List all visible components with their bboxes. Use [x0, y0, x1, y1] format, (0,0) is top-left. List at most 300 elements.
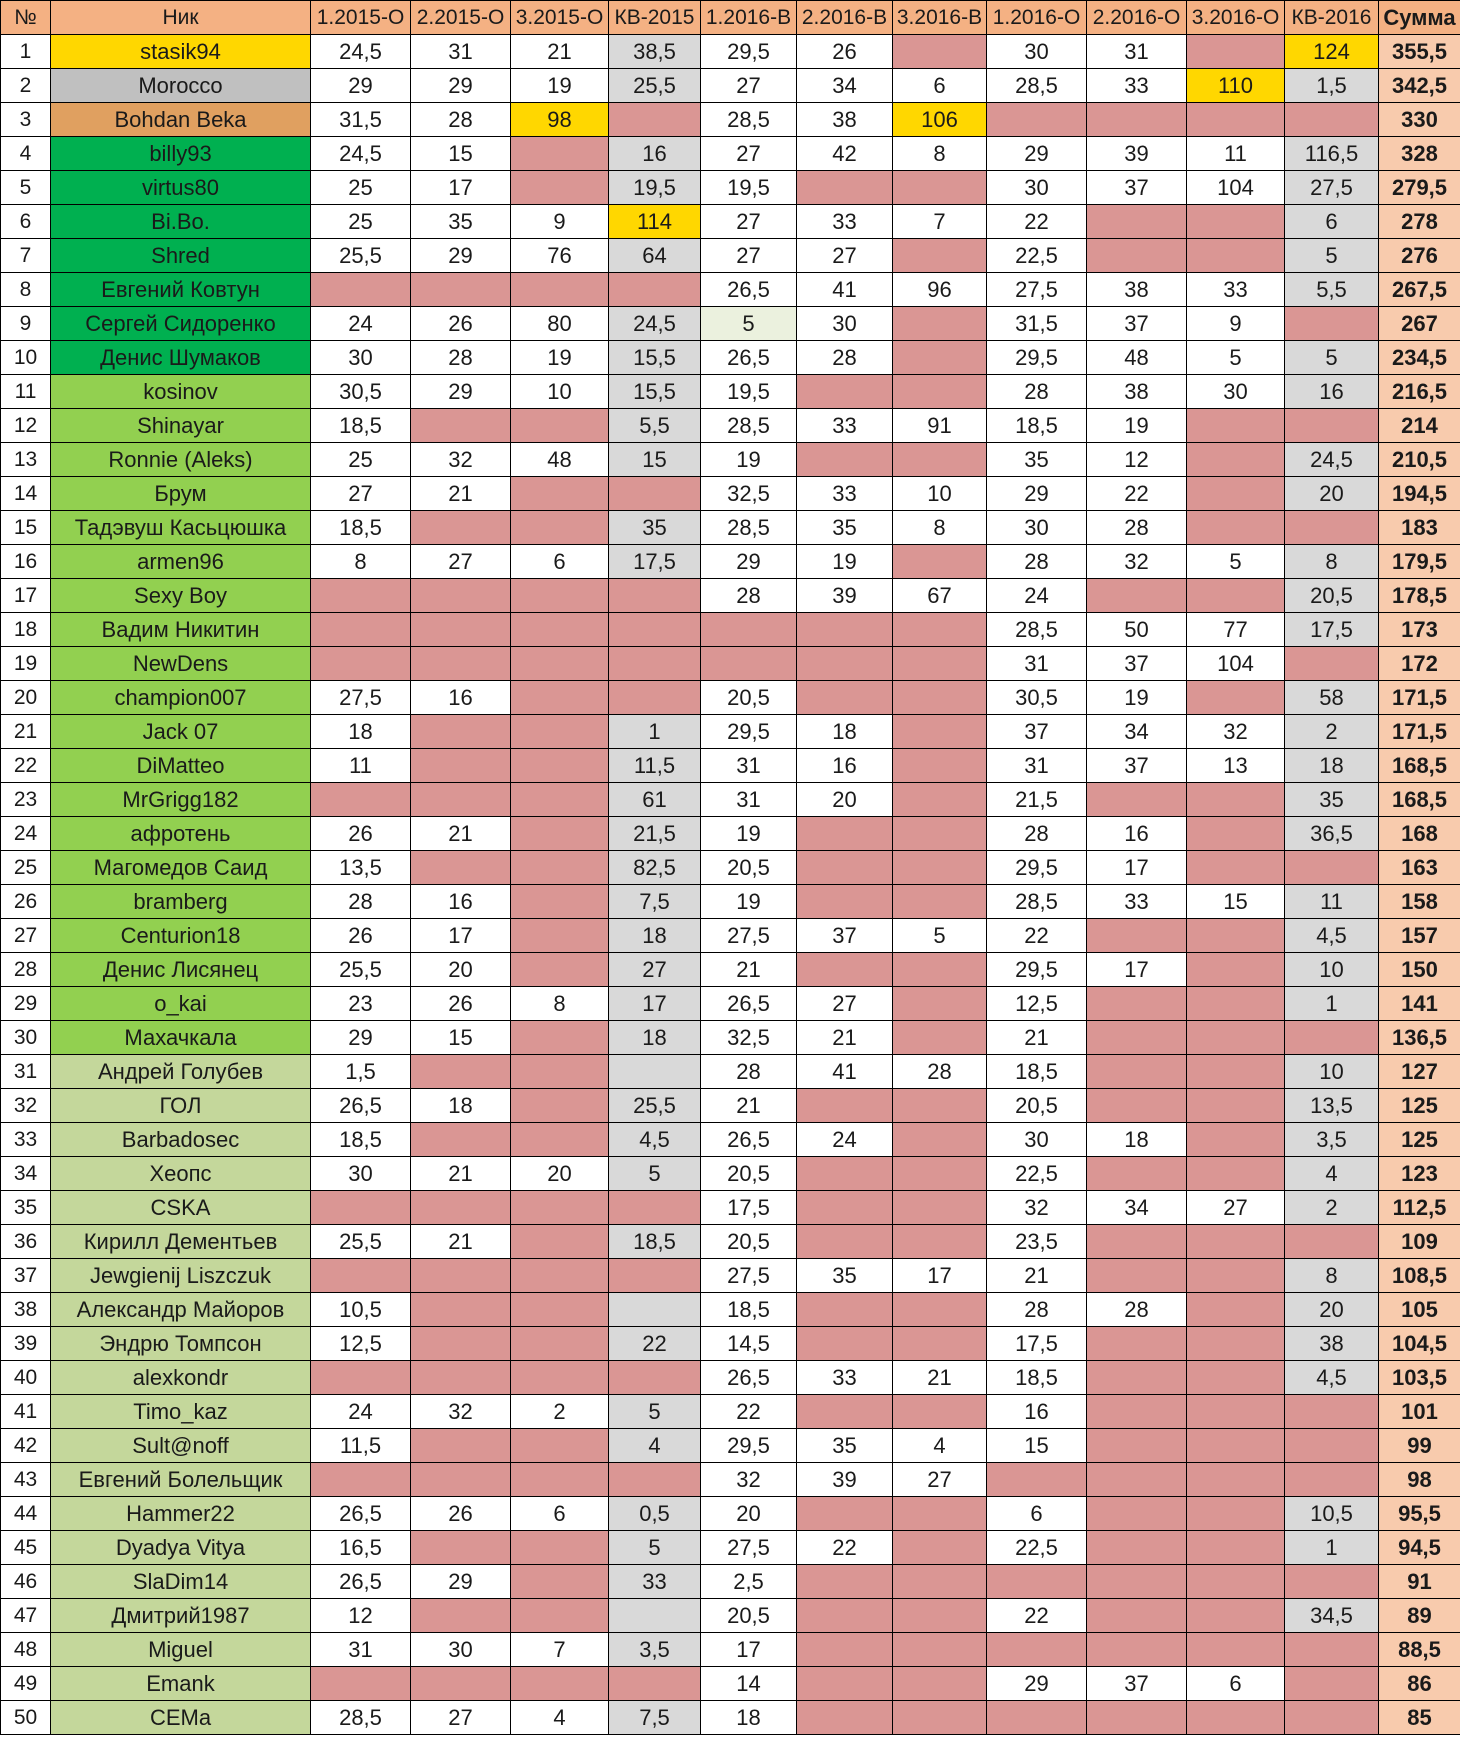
score-cell: 8	[1285, 1259, 1379, 1293]
rank-cell: 37	[1, 1259, 51, 1293]
score-cell: 9	[511, 205, 609, 239]
rank-cell: 6	[1, 205, 51, 239]
score-cell	[1187, 35, 1285, 69]
score-cell: 18,5	[609, 1225, 701, 1259]
table-body	[1, 35, 1460, 1735]
score-cell: 23	[311, 987, 411, 1021]
table-row	[1, 35, 1460, 69]
score-cell: 13,5	[1285, 1089, 1379, 1123]
score-cell	[511, 1565, 609, 1599]
score-cell	[1087, 1463, 1187, 1497]
score-cell	[609, 1293, 701, 1327]
rank-cell: 42	[1, 1429, 51, 1463]
rank-cell: 38	[1, 1293, 51, 1327]
sum-cell: 158	[1379, 885, 1460, 919]
table-row	[1, 1429, 1460, 1463]
score-cell: 17,5	[701, 1191, 797, 1225]
rank-cell: 29	[1, 987, 51, 1021]
score-cell: 26,5	[701, 987, 797, 1021]
table-row	[1, 69, 1460, 103]
score-cell: 7	[893, 205, 987, 239]
score-cell	[1285, 851, 1379, 885]
table-row	[1, 851, 1460, 885]
sum-cell: 91	[1379, 1565, 1460, 1599]
score-cell: 19	[511, 69, 609, 103]
rank-cell: 40	[1, 1361, 51, 1395]
score-cell: 7	[511, 1633, 609, 1667]
rank-cell: 31	[1, 1055, 51, 1089]
score-cell: 67	[893, 579, 987, 613]
score-cell: 38	[797, 103, 893, 137]
header-round: 3.2016-В	[893, 1, 987, 35]
score-cell	[511, 1327, 609, 1361]
sum-cell: 85	[1379, 1701, 1460, 1735]
table-row	[1, 1191, 1460, 1225]
score-cell	[511, 1055, 609, 1089]
sum-cell: 89	[1379, 1599, 1460, 1633]
score-cell: 33	[797, 477, 893, 511]
score-cell	[1285, 647, 1379, 681]
sum-cell: 88,5	[1379, 1633, 1460, 1667]
score-cell	[1285, 1021, 1379, 1055]
score-cell: 30	[987, 1123, 1087, 1157]
score-cell: 35	[987, 443, 1087, 477]
score-cell	[1087, 1531, 1187, 1565]
score-cell: 22	[797, 1531, 893, 1565]
rank-cell: 21	[1, 715, 51, 749]
score-cell: 20	[511, 1157, 609, 1191]
rank-cell: 48	[1, 1633, 51, 1667]
score-cell: 16	[411, 681, 511, 715]
score-cell	[893, 1599, 987, 1633]
rank-cell: 45	[1, 1531, 51, 1565]
score-cell: 27,5	[311, 681, 411, 715]
score-cell: 22,5	[987, 1531, 1087, 1565]
score-cell	[411, 1055, 511, 1089]
score-cell	[1187, 1463, 1285, 1497]
score-cell	[893, 715, 987, 749]
score-cell: 29,5	[987, 341, 1087, 375]
score-cell	[511, 613, 609, 647]
score-cell: 50	[1087, 613, 1187, 647]
rank-cell: 24	[1, 817, 51, 851]
score-cell: 22	[1087, 477, 1187, 511]
score-cell: 5,5	[1285, 273, 1379, 307]
sum-cell: 95,5	[1379, 1497, 1460, 1531]
score-cell: 39	[797, 1463, 893, 1497]
score-cell	[311, 273, 411, 307]
score-cell	[411, 715, 511, 749]
score-cell	[797, 1327, 893, 1361]
score-cell	[609, 681, 701, 715]
score-cell: 32	[987, 1191, 1087, 1225]
score-cell: 27	[311, 477, 411, 511]
score-cell: 15	[411, 137, 511, 171]
score-cell	[797, 1667, 893, 1701]
score-cell	[1187, 1395, 1285, 1429]
score-cell	[1187, 817, 1285, 851]
score-cell: 28	[1087, 511, 1187, 545]
rank-cell: 14	[1, 477, 51, 511]
score-cell: 32	[411, 1395, 511, 1429]
table-row	[1, 885, 1460, 919]
table-row	[1, 341, 1460, 375]
score-cell: 35	[797, 1429, 893, 1463]
rank-cell: 43	[1, 1463, 51, 1497]
nick-cell: Эндрю Томпсон	[51, 1327, 311, 1361]
score-cell	[511, 1225, 609, 1259]
rank-cell: 15	[1, 511, 51, 545]
table-row	[1, 749, 1460, 783]
score-cell: 48	[1087, 341, 1187, 375]
sum-cell: 150	[1379, 953, 1460, 987]
score-cell: 35	[609, 511, 701, 545]
score-cell	[311, 783, 411, 817]
score-cell: 21	[411, 817, 511, 851]
rank-cell: 13	[1, 443, 51, 477]
score-cell	[797, 171, 893, 205]
score-cell	[1087, 1259, 1187, 1293]
sum-cell: 172	[1379, 647, 1460, 681]
table-row	[1, 1327, 1460, 1361]
score-cell: 18,5	[987, 409, 1087, 443]
score-cell: 19	[701, 443, 797, 477]
rank-cell: 10	[1, 341, 51, 375]
score-cell: 80	[511, 307, 609, 341]
score-cell	[609, 1463, 701, 1497]
score-cell: 18,5	[311, 511, 411, 545]
score-cell: 21	[411, 1225, 511, 1259]
sum-cell: 86	[1379, 1667, 1460, 1701]
score-cell	[411, 1361, 511, 1395]
score-cell: 21	[411, 1157, 511, 1191]
score-cell	[893, 341, 987, 375]
score-cell	[1285, 1429, 1379, 1463]
header-sum: Сумма	[1379, 1, 1460, 35]
score-cell: 5	[701, 307, 797, 341]
nick-cell: champion007	[51, 681, 311, 715]
nick-cell: ГОЛ	[51, 1089, 311, 1123]
score-cell: 14	[701, 1667, 797, 1701]
score-cell: 29,5	[701, 35, 797, 69]
rank-cell: 33	[1, 1123, 51, 1157]
table-row	[1, 1701, 1460, 1735]
sum-cell: 103,5	[1379, 1361, 1460, 1395]
score-cell: 18	[797, 715, 893, 749]
score-cell	[1187, 579, 1285, 613]
score-cell: 18	[1087, 1123, 1187, 1157]
score-cell	[1187, 409, 1285, 443]
score-cell	[311, 613, 411, 647]
table-row	[1, 409, 1460, 443]
score-cell: 28,5	[701, 409, 797, 443]
score-cell: 29	[311, 69, 411, 103]
rank-cell: 32	[1, 1089, 51, 1123]
score-cell: 30	[311, 341, 411, 375]
score-cell	[511, 1123, 609, 1157]
score-cell: 4	[1285, 1157, 1379, 1191]
score-cell: 19	[1087, 681, 1187, 715]
score-cell: 21	[701, 1089, 797, 1123]
nick-cell: Dyadya Vitya	[51, 1531, 311, 1565]
score-cell: 15	[1187, 885, 1285, 919]
score-cell	[1187, 1497, 1285, 1531]
score-cell: 1	[1285, 1531, 1379, 1565]
nick-cell: Timo_kaz	[51, 1395, 311, 1429]
score-cell: 19	[1087, 409, 1187, 443]
score-cell: 61	[609, 783, 701, 817]
nick-cell: Сергей Сидоренко	[51, 307, 311, 341]
score-cell	[311, 1191, 411, 1225]
score-cell	[1187, 953, 1285, 987]
score-cell: 25	[311, 205, 411, 239]
nick-cell: Тадэвуш Касьцюшка	[51, 511, 311, 545]
score-cell: 106	[893, 103, 987, 137]
score-cell: 17	[411, 171, 511, 205]
score-cell: 8	[893, 511, 987, 545]
nick-cell: Евгений Болельщик	[51, 1463, 311, 1497]
score-cell: 38	[1285, 1327, 1379, 1361]
score-cell: 17	[1087, 953, 1187, 987]
nick-cell: CSKA	[51, 1191, 311, 1225]
score-cell: 32,5	[701, 477, 797, 511]
score-cell: 19	[701, 885, 797, 919]
table-row	[1, 103, 1460, 137]
table-row	[1, 783, 1460, 817]
score-cell: 25,5	[609, 69, 701, 103]
score-cell	[311, 1259, 411, 1293]
nick-cell: Bohdan Beka	[51, 103, 311, 137]
rank-cell: 7	[1, 239, 51, 273]
nick-cell: Jack 07	[51, 715, 311, 749]
score-cell	[511, 477, 609, 511]
score-cell	[1187, 919, 1285, 953]
score-cell: 33	[609, 1565, 701, 1599]
score-cell: 22	[987, 919, 1087, 953]
score-cell: 20,5	[1285, 579, 1379, 613]
nick-cell: Денис Лисянец	[51, 953, 311, 987]
sum-cell: 179,5	[1379, 545, 1460, 579]
score-cell	[1087, 919, 1187, 953]
sum-cell: 125	[1379, 1089, 1460, 1123]
score-cell	[609, 273, 701, 307]
score-cell: 20,5	[701, 681, 797, 715]
score-cell: 25	[311, 171, 411, 205]
table-row	[1, 1089, 1460, 1123]
header-number: №	[1, 1, 51, 35]
sum-cell: 109	[1379, 1225, 1460, 1259]
sum-cell: 94,5	[1379, 1531, 1460, 1565]
score-cell	[511, 1531, 609, 1565]
rank-cell: 44	[1, 1497, 51, 1531]
score-cell: 4,5	[1285, 919, 1379, 953]
score-cell	[1087, 1565, 1187, 1599]
score-cell: 5	[893, 919, 987, 953]
score-cell	[411, 613, 511, 647]
sum-cell: 267	[1379, 307, 1460, 341]
nick-cell: Ronnie (Aleks)	[51, 443, 311, 477]
score-cell: 114	[609, 205, 701, 239]
nick-cell: SlaDim14	[51, 1565, 311, 1599]
score-cell: 96	[893, 273, 987, 307]
score-cell: 39	[797, 579, 893, 613]
score-cell: 11	[1187, 137, 1285, 171]
score-cell	[411, 579, 511, 613]
sum-cell: 141	[1379, 987, 1460, 1021]
score-cell: 11,5	[311, 1429, 411, 1463]
score-cell: 27,5	[1285, 171, 1379, 205]
nick-cell: Махачкала	[51, 1021, 311, 1055]
rank-cell: 1	[1, 35, 51, 69]
score-cell: 25,5	[609, 1089, 701, 1123]
score-cell: 26	[411, 1497, 511, 1531]
rank-cell: 20	[1, 681, 51, 715]
score-cell	[893, 647, 987, 681]
score-cell	[511, 1429, 609, 1463]
rank-cell: 4	[1, 137, 51, 171]
score-cell: 11,5	[609, 749, 701, 783]
sum-cell: 267,5	[1379, 273, 1460, 307]
rank-cell: 19	[1, 647, 51, 681]
score-cell: 37	[1087, 1667, 1187, 1701]
score-cell	[1187, 1123, 1285, 1157]
score-cell: 17	[609, 987, 701, 1021]
score-cell	[797, 443, 893, 477]
score-cell: 24	[987, 579, 1087, 613]
score-cell: 6	[987, 1497, 1087, 1531]
score-cell	[609, 579, 701, 613]
score-cell: 64	[609, 239, 701, 273]
score-cell: 4,5	[1285, 1361, 1379, 1395]
nick-cell: Магомедов Саид	[51, 851, 311, 885]
score-cell: 27	[609, 953, 701, 987]
score-cell	[797, 1395, 893, 1429]
score-cell: 26,5	[701, 273, 797, 307]
score-cell: 30	[1187, 375, 1285, 409]
nick-cell: armen96	[51, 545, 311, 579]
nick-cell: stasik94	[51, 35, 311, 69]
score-cell: 31	[411, 35, 511, 69]
score-cell: 6	[511, 545, 609, 579]
score-cell: 28,5	[701, 103, 797, 137]
nick-cell: Sexy Boy	[51, 579, 311, 613]
score-cell: 19	[701, 817, 797, 851]
score-cell: 18,5	[987, 1361, 1087, 1395]
score-cell	[511, 885, 609, 919]
score-cell	[893, 1327, 987, 1361]
score-cell	[1087, 103, 1187, 137]
score-cell	[893, 1089, 987, 1123]
score-cell	[797, 1089, 893, 1123]
score-cell	[1187, 103, 1285, 137]
score-cell	[1087, 1633, 1187, 1667]
score-cell: 30	[797, 307, 893, 341]
score-cell: 3,5	[1285, 1123, 1379, 1157]
score-cell: 17,5	[987, 1327, 1087, 1361]
score-cell	[893, 1667, 987, 1701]
score-cell: 27	[797, 987, 893, 1021]
score-cell: 29	[987, 477, 1087, 511]
score-cell: 35	[797, 511, 893, 545]
table-row	[1, 1395, 1460, 1429]
score-cell	[1087, 1429, 1187, 1463]
score-cell: 27,5	[701, 1531, 797, 1565]
score-cell: 5	[1187, 545, 1285, 579]
score-cell: 7,5	[609, 1701, 701, 1735]
score-cell: 10	[1285, 1055, 1379, 1089]
score-cell	[511, 409, 609, 443]
score-cell: 9	[1187, 307, 1285, 341]
sum-cell: 163	[1379, 851, 1460, 885]
score-cell: 38	[1087, 375, 1187, 409]
score-cell: 33	[797, 205, 893, 239]
score-cell	[797, 1191, 893, 1225]
score-cell: 20,5	[701, 1599, 797, 1633]
score-cell	[797, 1293, 893, 1327]
score-cell: 31,5	[311, 103, 411, 137]
score-cell: 20,5	[987, 1089, 1087, 1123]
score-cell: 24,5	[609, 307, 701, 341]
score-cell	[797, 851, 893, 885]
score-cell	[511, 1089, 609, 1123]
table-row	[1, 1497, 1460, 1531]
score-cell: 18,5	[987, 1055, 1087, 1089]
sum-cell: 171,5	[1379, 681, 1460, 715]
score-cell: 20	[411, 953, 511, 987]
nick-cell: Дмитрий1987	[51, 1599, 311, 1633]
score-cell: 19,5	[701, 171, 797, 205]
rank-cell: 5	[1, 171, 51, 205]
table-row	[1, 171, 1460, 205]
score-cell: 12,5	[987, 987, 1087, 1021]
score-cell: 15	[411, 1021, 511, 1055]
score-cell	[1087, 1055, 1187, 1089]
score-cell: 12	[311, 1599, 411, 1633]
score-cell	[1187, 1633, 1285, 1667]
score-cell: 37	[1087, 749, 1187, 783]
sum-cell: 173	[1379, 613, 1460, 647]
score-cell: 20,5	[701, 851, 797, 885]
header-row	[1, 1, 1460, 35]
score-cell	[1187, 1293, 1285, 1327]
score-cell	[893, 1531, 987, 1565]
score-cell: 19,5	[609, 171, 701, 205]
score-cell	[797, 647, 893, 681]
header-round: КВ-2015	[609, 1, 701, 35]
score-cell: 2	[1285, 715, 1379, 749]
score-cell	[311, 1361, 411, 1395]
score-cell	[797, 1497, 893, 1531]
score-cell	[511, 579, 609, 613]
score-cell: 6	[1187, 1667, 1285, 1701]
score-cell	[1187, 1225, 1285, 1259]
score-cell: 16	[1285, 375, 1379, 409]
score-cell	[797, 1633, 893, 1667]
score-cell	[411, 783, 511, 817]
nick-cell: MrGrigg182	[51, 783, 311, 817]
score-cell: 10	[893, 477, 987, 511]
score-cell: 15	[987, 1429, 1087, 1463]
rank-cell: 16	[1, 545, 51, 579]
rank-cell: 17	[1, 579, 51, 613]
sum-cell: 171,5	[1379, 715, 1460, 749]
table-row	[1, 375, 1460, 409]
score-cell: 110	[1187, 69, 1285, 103]
score-cell: 37	[1087, 307, 1187, 341]
score-cell: 21	[987, 1021, 1087, 1055]
score-cell	[893, 1293, 987, 1327]
score-cell	[511, 715, 609, 749]
